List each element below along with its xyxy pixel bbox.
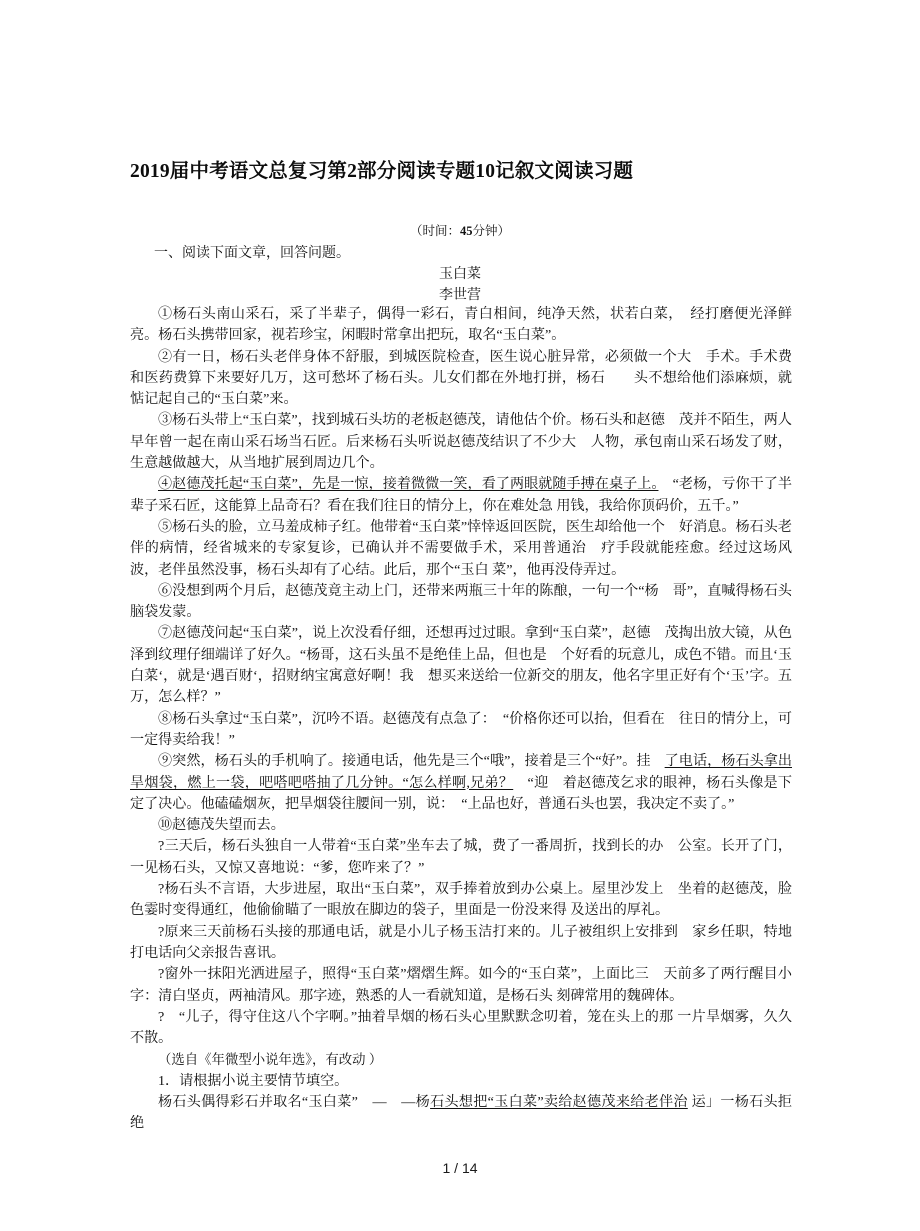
paragraph-4 [130, 474, 792, 517]
paragraph-15: ? “儿子，得守住这八个字啊。”抽着旱烟的杨石头心里默默念叨着，笼在头上的那 一片旱烟雾，久久不散。 [130, 1008, 792, 1047]
paragraph-9 [130, 751, 792, 815]
article-body [130, 304, 792, 1135]
paragraph-13: ?原来三天前杨石头接的那通电话，就是小儿子杨玉洁打来的。儿子被组织上安排到 家乡任职，特地打电话向父亲报告喜讯。 [130, 923, 792, 961]
paragraph-9-rest: “迎 着赵德茂乞求的眼神，杨石头像是下定了决心。他磕磕烟灰，把旱烟袋往腰间一别，说： “上品也好，普通石头也罢，我决定不卖了。” [130, 774, 792, 812]
answer-post: 运」一杨石头拒绝 [130, 1093, 792, 1132]
paragraph-12: ?杨石头不言语，大步进屋，取出“玉白菜”，双手捧着放到办公桌上。屋里沙发上 坐着的赵德茂，脸色霎时变得通红，他偷偷瞄了一眼放在脚边的袋子，里面是一份没来得 及送出的厚礼。 [130, 881, 792, 919]
paragraph-1: ①杨石头南山采石，采了半辈子，偶得一彩石，青白相间，纯净天然，状若白菜， 经打磨便光泽鲜亮。杨石头携带回家，视若珍宝，闲暇时常拿出把玩，取名“玉白菜”。 [130, 306, 792, 344]
paragraph-6: ⑥没想到两个月后，赵德茂竟主动上门，还带来两瓶三十年的陈酿，一句一个“杨 哥”，直喊得杨石头脑袋发蒙。 [130, 582, 792, 621]
paragraph-2: ②有一日，杨石头老伴身体不舒服，到城医院检查，医生说心脏异常，必须做一个大 手术。手术费和医药费算下来要好几万，这可愁坏了杨石头。儿女们都在外地打拼，杨石 头不想给他们添麻烦，就惦记起自己的“玉白菜”来。 [130, 348, 792, 408]
paragraph-8: ⑧杨石头拿过“玉白菜”，沉吟不语。赵德茂有点急了： “价格你还可以抬，但看在 往日的情分上，可一定得卖给我！” [130, 710, 792, 748]
paragraph-4-underlined: ④赵德茂托起“玉白菜”，先是一惊，接着微微一笑，看了两眼就随手搏在桌子上。 [158, 476, 659, 493]
source-attribution: （选自《年微型小说年选》，有改动 ） [158, 1052, 383, 1068]
time-note-suffix: 分钟） [472, 224, 511, 238]
paragraph-14: ?窗外一抹阳光洒进屋子，照得“玉白菜”熠熠生辉。如今的“玉白菜”，上面比三 天前多了两行醒目小字：清白坚贞，两袖清风。那字迹，熟悉的人一看就知道，是杨石头 刻碑常用的魏碑体。 [130, 966, 792, 1004]
paragraph-3: ③杨石头带上“玉白菜”，找到城石头坊的老板赵德茂，请他估个价。杨石头和赵德 茂并不陌生，两人早年曾一起在南山采石场当石匠。后来杨石头听说赵德茂结识了不少大 人物，承包南山采石场发了财，生意越做越大，从当地扩展到周边几个。 [130, 412, 792, 472]
section-lead: 一、阅读下面文章，回答问题。 [154, 246, 350, 261]
answer-underlined: 石头想把“玉白菜”卖给赵德茂来给老伴治 [430, 1093, 688, 1110]
story-title: 玉白菜 [439, 267, 481, 282]
time-note [130, 222, 790, 241]
paragraph-10: ⑩赵德茂失望而去。 [158, 817, 285, 834]
page-title: 2019届中考语文总复习第2部分阅读专题10记叙文阅读习题 [130, 161, 634, 182]
time-note-prefix: （时间： [409, 224, 460, 238]
question-1-answer-chain [130, 1092, 792, 1135]
page-number-footer: 1 / 14 [442, 1160, 478, 1176]
question-1-prompt: 1．请根据小说主要情节填空。 [158, 1072, 349, 1089]
time-note-value: 45 [460, 224, 473, 238]
answer-pre: 杨石头偶得彩石并取名“玉白菜” — —杨 [158, 1093, 431, 1110]
paragraph-9-underlined: 了电话，杨石头拿出旱烟袋，燃上一袋，吧嗒吧嗒抽了几分钟。“怎么样啊,兄弟？ [130, 753, 792, 791]
paragraph-11: ?三天后，杨石头独自一人带着“玉白菜”坐车去了城，费了一番周折，找到长的办 公室。长开了门，一见杨石头，又惊又喜地说：“爹，您咋来了？” [130, 838, 792, 876]
story-author: 李世营 [439, 288, 481, 303]
paragraph-9-pre: ⑨突然，杨石头的手机响了。接通电话，他先是三个“哦”，接着是三个“好”。挂 [158, 753, 665, 770]
paragraph-7: ⑦赵德茂问起“玉白菜”，说上次没看仔细，还想再过过眼。拿到“玉白菜”，赵德 茂掏出放大镜，从色泽到纹理仔细端详了好久。“杨哥，这石头虽不是绝佳上品，但也是 个好看的玩意儿，成色不错。而且‘玉白菜‘，就是‘遇百财‘，招财纳宝寓意好啊！我 想买来送给一位新交的朋友，他名字里正好有个‘玉’字。五万，怎么样？” [130, 625, 792, 706]
paragraph-5: ⑤杨石头的脸，立马羞成柿子红。他带着“玉白菜”悻悻返回医院，医生却给他一个 好消息。杨石头老伴的病情，经省城来的专家复诊，已确认并不需要做手术，采用普通治 疗手段就能痊愈。经过这场风波，老伴虽然没事，杨石头却有了心结。此后，那个“玉白 菜”，他再没侍弄过。 [130, 518, 792, 578]
paragraph-4-rest: “老杨，亏你干了半辈子采石匠，这能算上品奇石？看在我们往日的情分上，你在难处急 用钱，我给你顶码价，五千。” [130, 476, 792, 514]
